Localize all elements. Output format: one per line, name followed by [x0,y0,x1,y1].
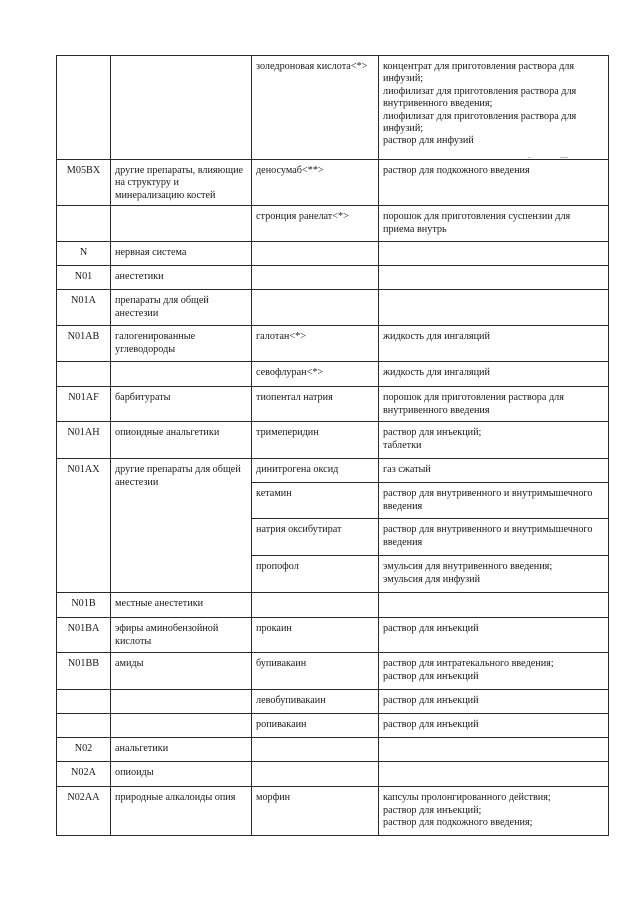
drug-name-cell: ропивакаин [252,714,379,738]
table-row [57,206,609,242]
drug-name-cell [252,762,379,787]
dosage-form-cell: раствор для инъекций [379,690,609,714]
dosage-form-cell: газ сжатый [379,459,609,483]
drug-name-cell: пропофол [252,556,379,593]
drug-name-cell: галотан<*> [252,326,379,362]
scan-mark [528,157,530,158]
atc-code-cell: N02AA [57,787,111,836]
atc-code-cell: N01B [57,593,111,618]
group-cell: опиоидные анальгетики [111,422,252,459]
drug-name-cell: золедроновая кислота<*> [252,56,379,160]
atc-code-cell: N01 [57,266,111,290]
drug-name-cell: деносумаб<**> [252,160,379,206]
dosage-form-cell: эмульсия для внутривенного введения; эмульсия для инфузий [379,556,609,593]
group-cell [111,56,252,160]
table-row [57,618,609,653]
dosage-form-cell: раствор для внутривенного и внутримышечного введения [379,519,609,556]
group-cell: опиоиды [111,762,252,787]
dosage-form-cell: жидкость для ингаляций [379,362,609,387]
atc-code-cell: N02A [57,762,111,787]
drug-name-cell: прокаин [252,618,379,653]
group-cell [111,362,252,387]
atc-code-cell: N01BB [57,653,111,690]
drug-name-cell [252,290,379,326]
drug-table [56,55,609,836]
drug-name-cell: тиопентал натрия [252,387,379,422]
dosage-form-cell: жидкость для ингаляций [379,326,609,362]
group-cell [111,690,252,714]
table-row [57,738,609,762]
dosage-form-cell: концентрат для приготовления раствора для инфузий; лиофилизат для приготовления раствора для внутривенного введения; лиофилизат для приготовления раствора для инфузий; раствор для инфузий [379,56,609,160]
dosage-form-cell: капсулы пролонгированного действия; раствор для инъекций; раствор для подкожного введения; [379,787,609,836]
dosage-form-cell: раствор для инъекций [379,714,609,738]
table-row [57,160,609,206]
group-cell: эфиры аминобензойной кислоты [111,618,252,653]
scan-mark [560,157,568,158]
group-cell: нервная система [111,242,252,266]
atc-code-cell: N01AF [57,387,111,422]
table-row [57,593,609,618]
table-row [57,56,609,160]
table-row [57,242,609,266]
group-cell: другие препараты для общей анестезии [111,459,252,593]
drug-name-cell: динитрогена оксид [252,459,379,483]
table-row [57,422,609,459]
table-row [57,459,609,483]
dosage-form-cell: порошок для приготовления раствора для внутривенного введения [379,387,609,422]
drug-name-cell: стронция ранелат<*> [252,206,379,242]
atc-code-cell [57,690,111,714]
table-row [57,762,609,787]
table-row [57,690,609,714]
dosage-form-cell [379,762,609,787]
group-cell: природные алкалоиды опия [111,787,252,836]
table-row [57,653,609,690]
dosage-form-cell [379,738,609,762]
drug-name-cell [252,593,379,618]
dosage-form-cell: раствор для инъекций; таблетки [379,422,609,459]
atc-code-cell: N01A [57,290,111,326]
group-cell: препараты для общей анестезии [111,290,252,326]
table-row [57,387,609,422]
dosage-form-cell: раствор для инъекций [379,618,609,653]
drug-name-cell: севофлуран<*> [252,362,379,387]
atc-code-cell: N02 [57,738,111,762]
table-row [57,266,609,290]
drug-name-cell: морфин [252,787,379,836]
drug-name-cell: бупивакаин [252,653,379,690]
drug-name-cell [252,266,379,290]
dosage-form-cell [379,290,609,326]
dosage-form-cell: раствор для внутривенного и внутримышечного введения [379,483,609,519]
drug-name-cell: тримеперидин [252,422,379,459]
group-cell: другие препараты, влияющие на структуру и минерализацию костей [111,160,252,206]
atc-code-cell: N01AB [57,326,111,362]
table-row [57,362,609,387]
table-row [57,714,609,738]
drug-name-cell: натрия оксибутират [252,519,379,556]
dosage-form-cell: порошок для приготовления суспензии для приема внутрь [379,206,609,242]
group-cell: анальгетики [111,738,252,762]
group-cell: местные анестетики [111,593,252,618]
atc-code-cell [57,56,111,160]
atc-code-cell: N01BA [57,618,111,653]
dosage-form-cell [379,266,609,290]
group-cell: галогенированные углеводороды [111,326,252,362]
table-row [57,787,609,836]
table-row [57,290,609,326]
drug-name-cell [252,738,379,762]
dosage-form-cell: раствор для подкожного введения [379,160,609,206]
group-cell: барбитураты [111,387,252,422]
atc-code-cell [57,714,111,738]
atc-code-cell [57,206,111,242]
dosage-form-cell [379,593,609,618]
atc-code-cell: N01AX [57,459,111,593]
drug-name-cell: левобупивакаин [252,690,379,714]
drug-name-cell [252,242,379,266]
dosage-form-cell [379,242,609,266]
group-cell [111,714,252,738]
drug-name-cell: кетамин [252,483,379,519]
table-row [57,326,609,362]
atc-code-cell [57,362,111,387]
group-cell [111,206,252,242]
atc-code-cell: N [57,242,111,266]
atc-code-cell: M05BX [57,160,111,206]
group-cell: анестетики [111,266,252,290]
dosage-form-cell: раствор для интратекального введения; раствор для инъекций [379,653,609,690]
atc-code-cell: N01AH [57,422,111,459]
group-cell: амиды [111,653,252,690]
